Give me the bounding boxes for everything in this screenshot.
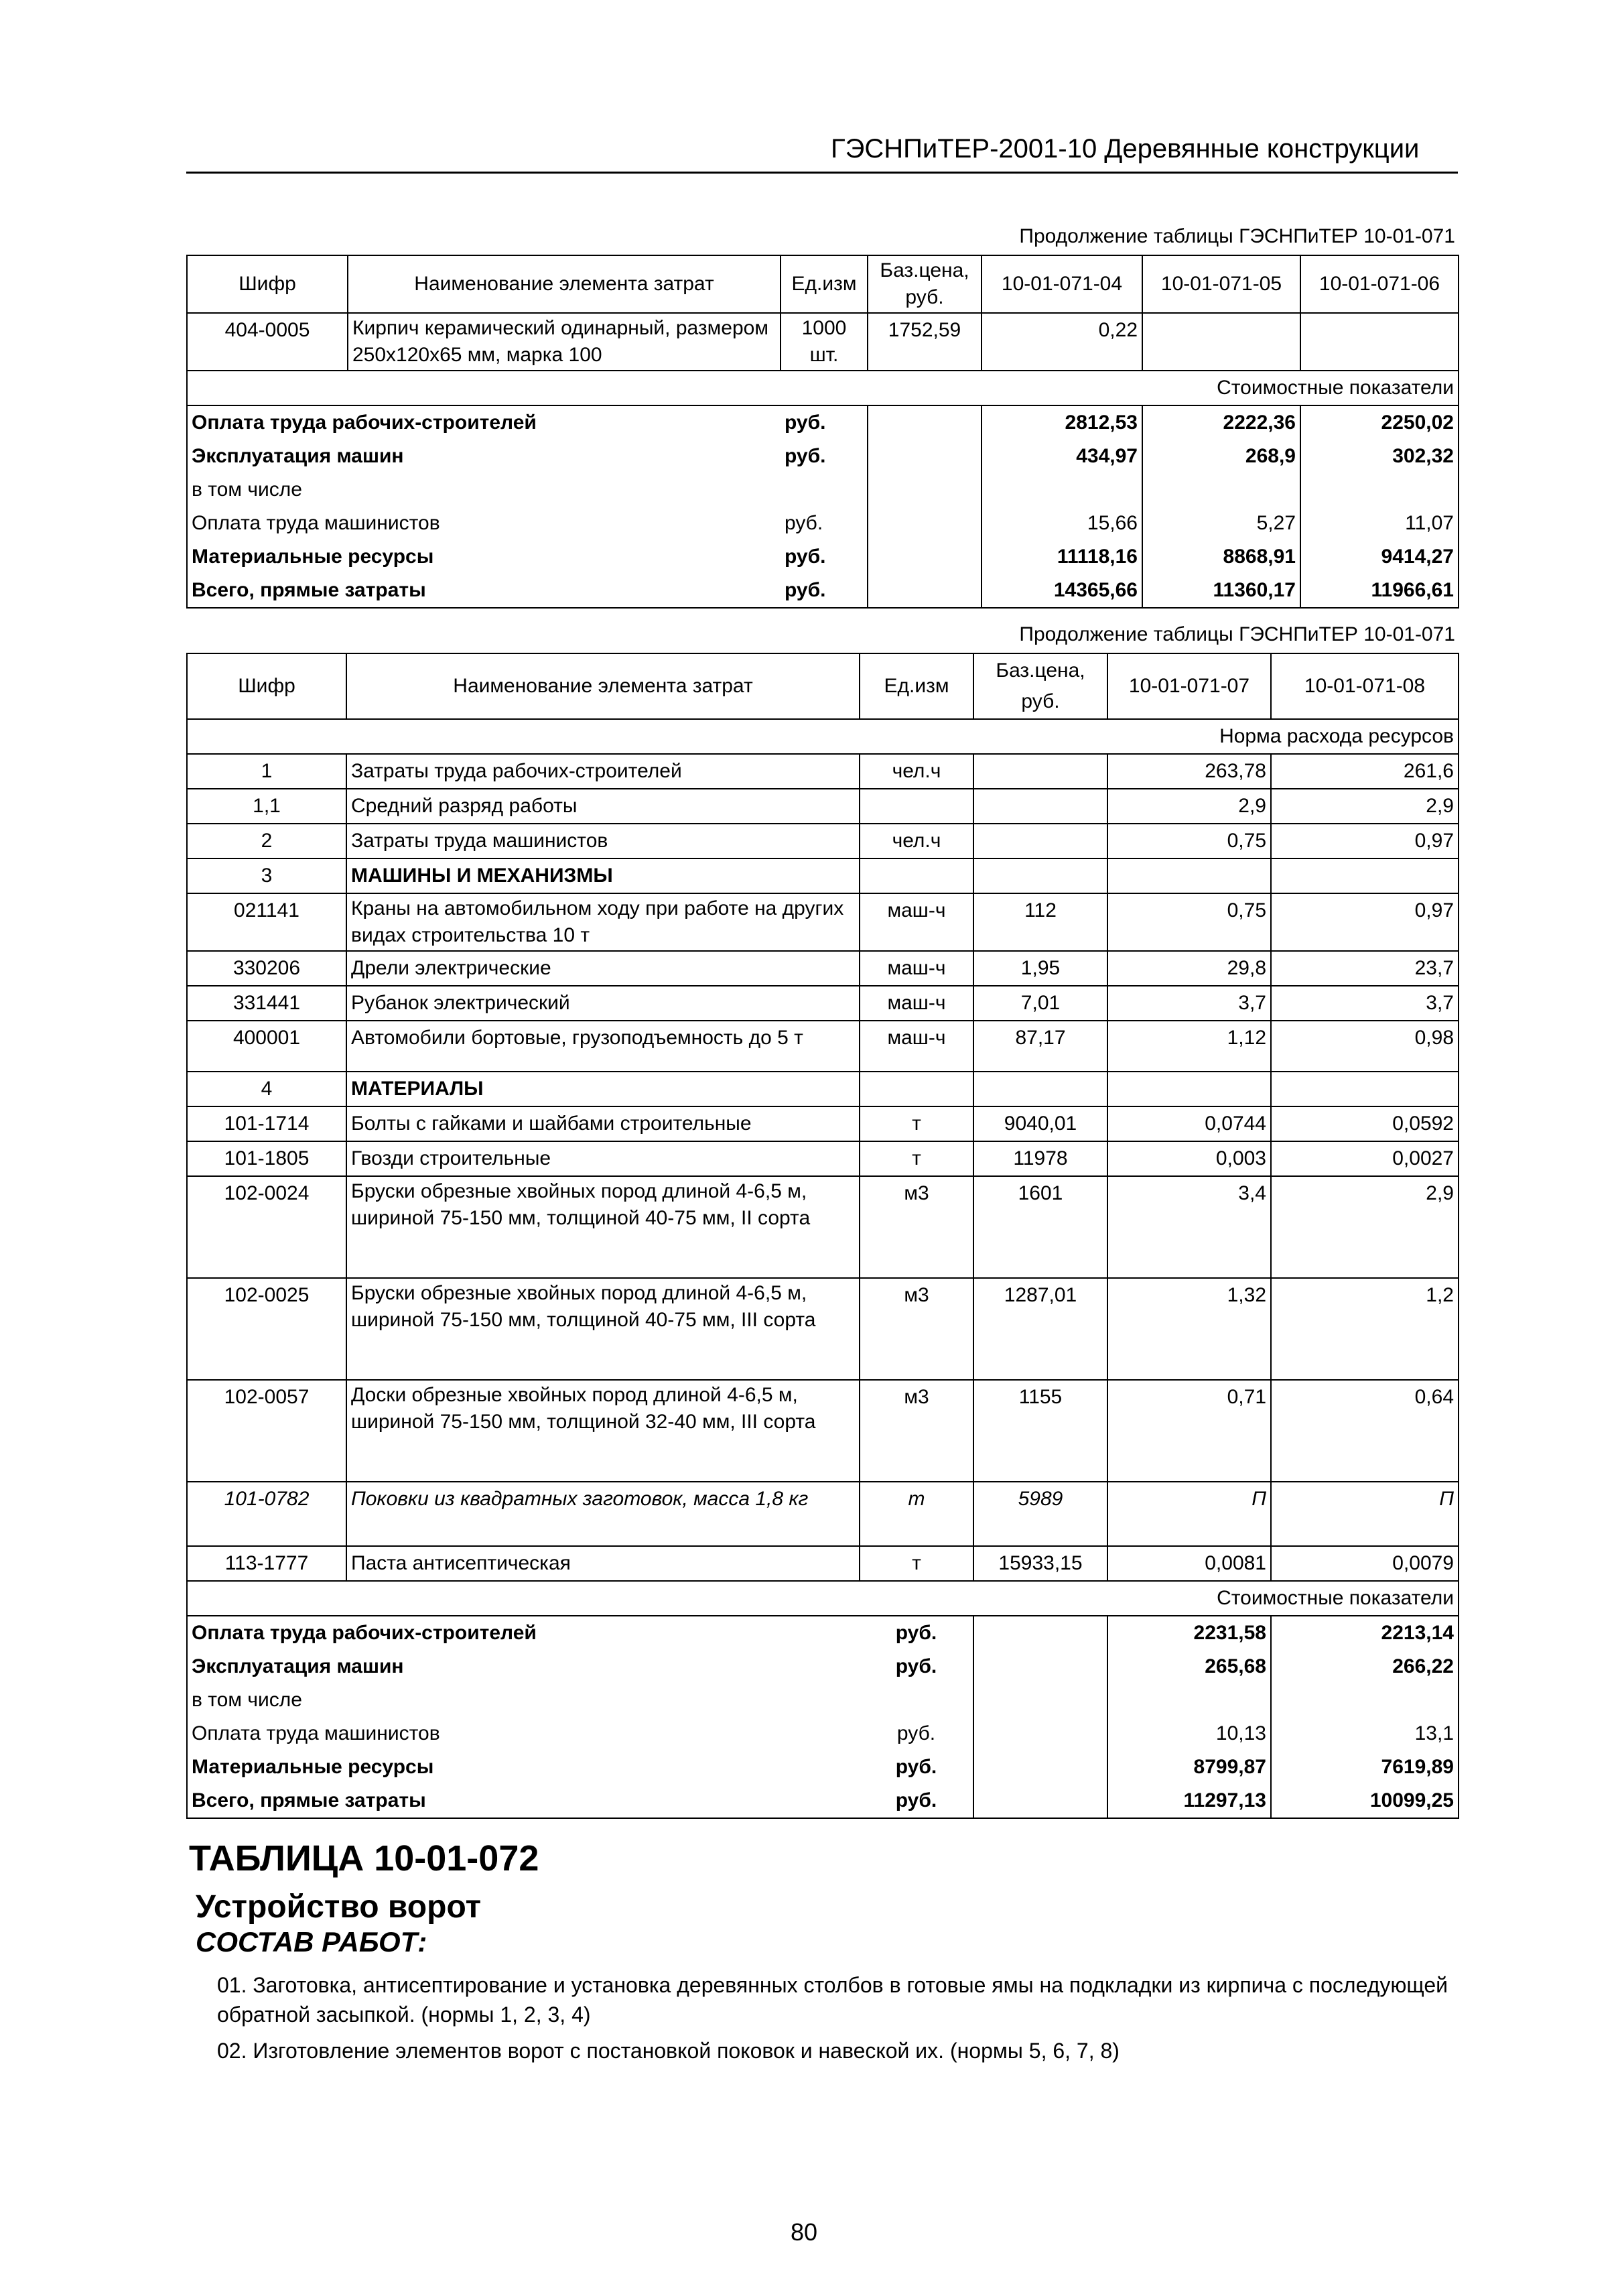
table-row bbox=[187, 1176, 1459, 1278]
row-value: 0,0027 bbox=[1271, 1141, 1459, 1176]
cost-name: Всего, прямые затраты bbox=[187, 1784, 860, 1818]
machines-group-row bbox=[187, 858, 1459, 893]
row-code: 400001 bbox=[187, 1021, 346, 1072]
row-price: 1155 bbox=[973, 1380, 1107, 1482]
cost-row bbox=[187, 1616, 1459, 1650]
table-row bbox=[187, 824, 1459, 858]
cost-value: 434,97 bbox=[982, 440, 1142, 473]
row-code: 102-0057 bbox=[187, 1380, 346, 1482]
empty-cell bbox=[973, 1072, 1107, 1106]
row-value: 1,12 bbox=[1107, 1021, 1271, 1072]
materials-group-row bbox=[187, 1072, 1459, 1106]
cost-table-1 bbox=[186, 255, 1459, 609]
cost-row bbox=[187, 440, 1459, 473]
cost-value: 8799,87 bbox=[1107, 1750, 1271, 1784]
col-norm-header: 10-01-071-05 bbox=[1142, 255, 1300, 313]
cost-value: 5,27 bbox=[1142, 507, 1300, 540]
col-code-header: Шифр bbox=[187, 653, 346, 719]
cost-value: 11,07 bbox=[1300, 507, 1459, 540]
work-item: 02. Изготовление элементов ворот с постановкой поковок и навеской их. (нормы 5, 6, 7, 8) bbox=[217, 2039, 1120, 2063]
cost-empty bbox=[973, 1750, 1107, 1784]
row-code: 101-1714 bbox=[187, 1106, 346, 1141]
table-row bbox=[187, 986, 1459, 1021]
row-value: 0,0079 bbox=[1271, 1546, 1459, 1581]
row-unit bbox=[860, 789, 973, 824]
cost-empty bbox=[868, 574, 982, 608]
cost-unit: руб. bbox=[781, 540, 868, 574]
cost-row bbox=[187, 405, 1459, 440]
row-code: 404-0005 bbox=[187, 313, 348, 371]
row-value: 0,64 bbox=[1271, 1380, 1459, 1482]
empty-cell bbox=[860, 1072, 973, 1106]
row-value: 261,6 bbox=[1271, 754, 1459, 789]
col-price-header: Баз.цена, руб. bbox=[868, 255, 982, 313]
row-unit: маш-ч bbox=[860, 1021, 973, 1072]
row-value: 0,71 bbox=[1107, 1380, 1271, 1482]
col-norm-header: 10-01-071-07 bbox=[1107, 653, 1271, 719]
cost-value: 15,66 bbox=[982, 507, 1142, 540]
section-row bbox=[187, 371, 1459, 405]
empty-cell bbox=[1271, 1072, 1459, 1106]
table-row bbox=[187, 313, 1459, 371]
row-name: Болты с гайками и шайбами строительные bbox=[346, 1106, 860, 1141]
row-name: Кирпич керамический одинарный, размером 250х120х65 мм, марка 100 bbox=[348, 313, 781, 371]
cost-row bbox=[187, 1650, 1459, 1683]
cost-value: 268,9 bbox=[1142, 440, 1300, 473]
row-name: Гвозди строительные bbox=[346, 1141, 860, 1176]
cost-value: 2222,36 bbox=[1142, 405, 1300, 440]
cost-name: в том числе bbox=[187, 1683, 860, 1717]
row-price bbox=[973, 824, 1107, 858]
table-row bbox=[187, 951, 1459, 986]
cost-empty bbox=[973, 1683, 1107, 1717]
col-price-header: Баз.цена, руб. bbox=[973, 653, 1107, 719]
row-code: 1 bbox=[187, 754, 346, 789]
row-price bbox=[973, 789, 1107, 824]
cost-value: 10099,25 bbox=[1271, 1784, 1459, 1818]
row-value: 29,8 bbox=[1107, 951, 1271, 986]
row-unit: м3 bbox=[860, 1380, 973, 1482]
cost-value: 302,32 bbox=[1300, 440, 1459, 473]
cost-row bbox=[187, 540, 1459, 574]
cost-rows bbox=[187, 405, 1459, 608]
cost-value bbox=[1142, 473, 1300, 507]
cost-name: Материальные ресурсы bbox=[187, 1750, 860, 1784]
row-unit: т bbox=[860, 1106, 973, 1141]
col-unit-header: Ед.изм bbox=[860, 653, 973, 719]
work-item: 01. Заготовка, антисептирование и установка деревянных столбов в готовые ямы на подкладки из кирпича с последующей обратной засыпкой. (нормы 1, 2, 3, 4) bbox=[217, 1973, 1448, 2027]
cost-unit: руб. bbox=[781, 574, 868, 608]
table-header-row bbox=[187, 653, 1459, 719]
col-norm-header: 10-01-071-06 bbox=[1300, 255, 1459, 313]
row-value: 0,75 bbox=[1107, 893, 1271, 951]
row-unit: чел.ч bbox=[860, 754, 973, 789]
row-value: 0,22 bbox=[982, 313, 1142, 371]
section-label: Стоимостные показатели bbox=[187, 1581, 1459, 1616]
cost-value: 14365,66 bbox=[982, 574, 1142, 608]
col-norm-header: 10-01-071-04 bbox=[982, 255, 1142, 313]
section-row bbox=[187, 1581, 1459, 1616]
empty-cell bbox=[973, 858, 1107, 893]
row-name: Затраты труда машинистов bbox=[346, 824, 860, 858]
row-price: 5989 bbox=[973, 1482, 1107, 1546]
cost-empty bbox=[973, 1616, 1107, 1650]
row-code: 2 bbox=[187, 824, 346, 858]
row-price bbox=[973, 754, 1107, 789]
row-value: П bbox=[1107, 1482, 1271, 1546]
section-label: Норма расхода ресурсов bbox=[187, 719, 1459, 754]
cost-value: 11297,13 bbox=[1107, 1784, 1271, 1818]
row-code: 021141 bbox=[187, 893, 346, 951]
row-unit: 1000 шт. bbox=[781, 313, 868, 371]
cost-row bbox=[187, 507, 1459, 540]
row-value: 0,75 bbox=[1107, 824, 1271, 858]
row-name: Доски обрезные хвойных пород длиной 4-6,5 м, шириной 75-150 мм, толщиной 32-40 мм, III сорта bbox=[346, 1380, 860, 1482]
cost-unit: руб. bbox=[860, 1750, 973, 1784]
row-value: 3,4 bbox=[1107, 1176, 1271, 1278]
row-price: 15933,15 bbox=[973, 1546, 1107, 1581]
table-row bbox=[187, 893, 1459, 951]
group-code: 3 bbox=[187, 858, 346, 893]
cost-value: 2812,53 bbox=[982, 405, 1142, 440]
section-label: Стоимостные показатели bbox=[187, 371, 1459, 405]
cost-row bbox=[187, 1683, 1459, 1717]
cost-unit: руб. bbox=[781, 507, 868, 540]
row-value: 0,0744 bbox=[1107, 1106, 1271, 1141]
row-price: 1287,01 bbox=[973, 1278, 1107, 1380]
row-value: 3,7 bbox=[1107, 986, 1271, 1021]
table-header-row bbox=[187, 255, 1459, 313]
table-title: ТАБЛИЦА 10-01-072 bbox=[189, 1838, 539, 1878]
cost-name: Оплата труда рабочих-строителей bbox=[187, 405, 781, 440]
empty-cell bbox=[860, 858, 973, 893]
header-rule bbox=[186, 172, 1458, 174]
row-name: Дрели электрические bbox=[346, 951, 860, 986]
row-code: 1,1 bbox=[187, 789, 346, 824]
cost-value bbox=[982, 473, 1142, 507]
table-row bbox=[187, 1021, 1459, 1072]
cost-value: 2213,14 bbox=[1271, 1616, 1459, 1650]
row-unit: маш-ч bbox=[860, 893, 973, 951]
col-name-header: Наименование элемента затрат bbox=[348, 255, 781, 313]
row-name: Поковки из квадратных заготовок, масса 1,8 кг bbox=[346, 1482, 860, 1546]
row-name: Затраты труда рабочих-строителей bbox=[346, 754, 860, 789]
row-price: 9040,01 bbox=[973, 1106, 1107, 1141]
cost-unit: руб. bbox=[781, 405, 868, 440]
cost-row bbox=[187, 574, 1459, 608]
cost-unit bbox=[860, 1683, 973, 1717]
row-code: 101-1805 bbox=[187, 1141, 346, 1176]
row-code: 102-0024 bbox=[187, 1176, 346, 1278]
cost-value: 2231,58 bbox=[1107, 1616, 1271, 1650]
cost-value bbox=[1107, 1683, 1271, 1717]
empty-cell bbox=[1107, 1072, 1271, 1106]
cost-name: Эксплуатация машин bbox=[187, 1650, 860, 1683]
cost-unit: руб. bbox=[781, 440, 868, 473]
row-value: 0,0592 bbox=[1271, 1106, 1459, 1141]
group-code: 4 bbox=[187, 1072, 346, 1106]
cost-row bbox=[187, 1717, 1459, 1750]
row-value: 0,97 bbox=[1271, 893, 1459, 951]
cost-empty bbox=[868, 507, 982, 540]
row-value: 2,9 bbox=[1107, 789, 1271, 824]
empty-cell bbox=[1271, 858, 1459, 893]
col-code-header: Шифр bbox=[187, 255, 348, 313]
section-row bbox=[187, 719, 1459, 754]
cost-value: 10,13 bbox=[1107, 1717, 1271, 1750]
cost-empty bbox=[973, 1650, 1107, 1683]
row-unit: т bbox=[860, 1546, 973, 1581]
row-value: 2,9 bbox=[1271, 1176, 1459, 1278]
row-value: 23,7 bbox=[1271, 951, 1459, 986]
row-value: 0,97 bbox=[1271, 824, 1459, 858]
cost-value: 266,22 bbox=[1271, 1650, 1459, 1683]
cost-empty bbox=[868, 540, 982, 574]
row-unit: маш-ч bbox=[860, 951, 973, 986]
table-row bbox=[187, 754, 1459, 789]
cost-unit: руб. bbox=[860, 1650, 973, 1683]
row-price: 87,17 bbox=[973, 1021, 1107, 1072]
row-name: Краны на автомобильном ходу при работе на других видах строительства 10 т bbox=[346, 893, 860, 951]
cost-value: 11118,16 bbox=[982, 540, 1142, 574]
cost-empty bbox=[868, 440, 982, 473]
page-number: 80 bbox=[791, 2218, 818, 2246]
table-row bbox=[187, 789, 1459, 824]
cost-unit bbox=[781, 473, 868, 507]
table2-continuation: Продолжение таблицы ГЭСНПиТЕР 10-01-071 bbox=[1019, 623, 1455, 645]
cost-unit: руб. bbox=[860, 1717, 973, 1750]
cost-empty bbox=[973, 1784, 1107, 1818]
row-value: 2,9 bbox=[1271, 789, 1459, 824]
work-composition-heading: СОСТАВ РАБОТ: bbox=[196, 1926, 427, 1958]
cost-value: 11966,61 bbox=[1300, 574, 1459, 608]
cost-empty bbox=[868, 405, 982, 440]
table-row bbox=[187, 1141, 1459, 1176]
cost-name: Оплата труда рабочих-строителей bbox=[187, 1616, 860, 1650]
cost-table-2 bbox=[186, 653, 1459, 1819]
row-code: 102-0025 bbox=[187, 1278, 346, 1380]
cost-value: 2250,02 bbox=[1300, 405, 1459, 440]
cost-row bbox=[187, 1784, 1459, 1818]
row-value: 0,0081 bbox=[1107, 1546, 1271, 1581]
cost-value: 8868,91 bbox=[1142, 540, 1300, 574]
row-name: Рубанок электрический bbox=[346, 986, 860, 1021]
row-value bbox=[1300, 313, 1459, 371]
row-unit: т bbox=[860, 1141, 973, 1176]
running-header: ГЭСНПиТЕР-2001-10 Деревянные конструкции bbox=[831, 134, 1420, 164]
row-unit: чел.ч bbox=[860, 824, 973, 858]
cost-unit: руб. bbox=[860, 1784, 973, 1818]
row-unit: маш-ч bbox=[860, 986, 973, 1021]
cost-value: 9414,27 bbox=[1300, 540, 1459, 574]
row-code: 113-1777 bbox=[187, 1546, 346, 1581]
row-value: 263,78 bbox=[1107, 754, 1271, 789]
cost-empty bbox=[973, 1717, 1107, 1750]
empty-cell bbox=[1107, 858, 1271, 893]
row-price: 11978 bbox=[973, 1141, 1107, 1176]
col-unit-header: Ед.изм bbox=[781, 255, 868, 313]
table-row bbox=[187, 1546, 1459, 1581]
row-name: Автомобили бортовые, грузоподъемность до 5 т bbox=[346, 1021, 860, 1072]
row-unit: м3 bbox=[860, 1176, 973, 1278]
cost-name: Всего, прямые затраты bbox=[187, 574, 781, 608]
cost-value: 11360,17 bbox=[1142, 574, 1300, 608]
cost-name: Оплата труда машинистов bbox=[187, 507, 781, 540]
table-row bbox=[187, 1278, 1459, 1380]
cost-row bbox=[187, 1750, 1459, 1784]
row-price: 1601 bbox=[973, 1176, 1107, 1278]
table1-continuation: Продолжение таблицы ГЭСНПиТЕР 10-01-071 bbox=[1019, 225, 1455, 247]
col-name-header: Наименование элемента затрат bbox=[346, 653, 860, 719]
row-value: 1,2 bbox=[1271, 1278, 1459, 1380]
row-price: 112 bbox=[973, 893, 1107, 951]
row-name: Бруски обрезные хвойных пород длиной 4-6,5 м, шириной 75-150 мм, толщиной 40-75 мм, III сорта bbox=[346, 1278, 860, 1380]
table-row bbox=[187, 1482, 1459, 1546]
row-name: Средний разряд работы bbox=[346, 789, 860, 824]
cost-unit: руб. bbox=[860, 1616, 973, 1650]
row-value: 0,98 bbox=[1271, 1021, 1459, 1072]
row-value: 3,7 bbox=[1271, 986, 1459, 1021]
cost-value bbox=[1300, 473, 1459, 507]
cost-empty bbox=[868, 473, 982, 507]
row-value: П bbox=[1271, 1482, 1459, 1546]
table-subtitle: Устройство ворот bbox=[196, 1889, 482, 1925]
row-value: 1,32 bbox=[1107, 1278, 1271, 1380]
row-code: 101-0782 bbox=[187, 1482, 346, 1546]
cost-row bbox=[187, 473, 1459, 507]
group-title: МАШИНЫ И МЕХАНИЗМЫ bbox=[346, 858, 860, 893]
cost-value bbox=[1271, 1683, 1459, 1717]
row-name: Паста антисептическая bbox=[346, 1546, 860, 1581]
row-price: 1,95 bbox=[973, 951, 1107, 986]
col-norm-header: 10-01-071-08 bbox=[1271, 653, 1459, 719]
row-code: 330206 bbox=[187, 951, 346, 986]
cost-name: Оплата труда машинистов bbox=[187, 1717, 860, 1750]
row-price: 7,01 bbox=[973, 986, 1107, 1021]
cost-rows bbox=[187, 1616, 1459, 1818]
row-name: Бруски обрезные хвойных пород длиной 4-6,5 м, шириной 75-150 мм, толщиной 40-75 мм, II сорта bbox=[346, 1176, 860, 1278]
row-value: 0,003 bbox=[1107, 1141, 1271, 1176]
row-code: 331441 bbox=[187, 986, 346, 1021]
resource-rows bbox=[187, 754, 1459, 1581]
cost-value: 265,68 bbox=[1107, 1650, 1271, 1683]
row-unit: м3 bbox=[860, 1278, 973, 1380]
group-title: МАТЕРИАЛЫ bbox=[346, 1072, 860, 1106]
cost-name: Эксплуатация машин bbox=[187, 440, 781, 473]
table-row bbox=[187, 1106, 1459, 1141]
cost-name: в том числе bbox=[187, 473, 781, 507]
cost-value: 7619,89 bbox=[1271, 1750, 1459, 1784]
row-value bbox=[1142, 313, 1300, 371]
cost-name: Материальные ресурсы bbox=[187, 540, 781, 574]
cost-value: 13,1 bbox=[1271, 1717, 1459, 1750]
row-price: 1752,59 bbox=[868, 313, 982, 371]
table-row bbox=[187, 1380, 1459, 1482]
row-unit: т bbox=[860, 1482, 973, 1546]
